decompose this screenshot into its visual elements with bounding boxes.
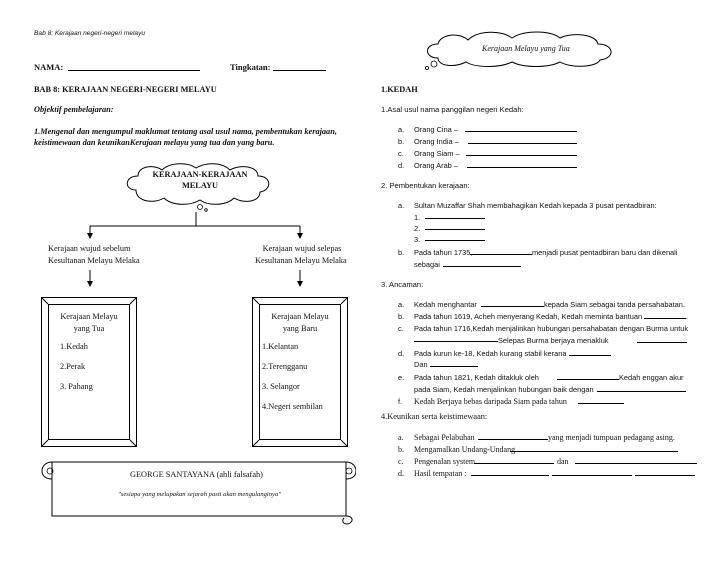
running-header: Bab 8: Kerajaan negeri-negeri melayu xyxy=(34,30,146,37)
formation-sub-item: 2. xyxy=(414,224,421,233)
formation-item-b-cont: menjadi pusat pentadbiran baru dan dikenali xyxy=(532,248,678,257)
box-new-item: 4.Negeri sembilan xyxy=(262,402,323,411)
threat-item-b-end: . xyxy=(686,312,689,321)
unique-answer-d3[interactable] xyxy=(635,470,695,476)
formation-answer-2[interactable] xyxy=(425,224,485,230)
box-new-item: 1.Kelantan xyxy=(262,342,299,351)
branch-left-line-2: Kesultanan Melayu Melaka xyxy=(48,256,140,265)
objective-text-line-1: 1.Mengenal dan mengumpul maklumat tentang asal usul nama, pembentukan kerajaan, xyxy=(34,127,337,136)
threat-answer-c1[interactable] xyxy=(414,336,498,342)
formation-answer-3[interactable] xyxy=(425,235,485,241)
threat-title: 3. Ancaman: xyxy=(381,280,424,289)
box-old-title-1: Kerajaan Melayu xyxy=(60,312,118,321)
formation-answer-1[interactable] xyxy=(425,213,485,219)
formation-sub-item: 3. xyxy=(414,235,421,244)
scroll-quote: "sesiapa yang melupakan sejarah pasti akan mengulanginya" xyxy=(118,491,282,498)
branch-right-line-2: Kesultanan Melayu Melaka xyxy=(255,256,347,265)
threat-answer-d2[interactable] xyxy=(430,361,478,367)
box-old-item: 2.Perak xyxy=(60,362,86,371)
threat-answer-e1[interactable] xyxy=(557,374,619,380)
chapter-title: BAB 8: KERAJAAN NEGERI-NEGERI MELAYU xyxy=(34,85,217,94)
objective-text-line-2: keistimewaan dan keunikanKerajaan melayu yang tua dan yang baru. xyxy=(34,138,275,147)
formation-answer-b2[interactable] xyxy=(443,261,521,267)
formation-item-b-cont: sebagai xyxy=(414,260,440,269)
box-new-item: 2.Terengganu xyxy=(262,362,308,371)
unique-item-a-cont: yang menjadi tumpuan pedagang asing. xyxy=(548,433,675,442)
branch-left-line-1: Kerajaan wujud sebelum xyxy=(48,244,131,253)
threat-answer-f[interactable] xyxy=(578,398,624,404)
box-old-item: 1.Kedah xyxy=(60,342,88,351)
objective-label: Objektif pembelajaran: xyxy=(34,105,114,114)
threat-answer-c2[interactable] xyxy=(637,337,687,343)
origin-title: 1.Asal usul nama panggilan negeri Kedah: xyxy=(381,105,524,114)
cloud-center-line-2: MELAYU xyxy=(181,181,219,190)
formation-sub-item: 1. xyxy=(414,213,421,222)
threat-item-e-cont: Kedah enggan akur xyxy=(619,373,684,382)
origin-answer-c[interactable] xyxy=(466,150,577,156)
formation-answer-b1[interactable] xyxy=(470,249,532,255)
unique-item-c-cont: dan xyxy=(557,457,569,466)
cloud-center-line-1: KERAJAAN-KERAJAAN xyxy=(152,170,248,179)
threat-item-a-cont: kepada Siam sebagai tanda persahabatan. xyxy=(544,300,685,309)
unique-answer-c2[interactable] xyxy=(575,458,697,464)
unique-answer-d1[interactable] xyxy=(471,470,549,476)
box-new-item: 3. Selangor xyxy=(262,382,300,391)
branch-right-line-1: Kerajaan wujud selepas xyxy=(262,244,342,253)
unique-answer-d2[interactable] xyxy=(552,470,632,476)
threat-answer-a[interactable] xyxy=(481,301,544,307)
unique-title: 4.Keunikan serta keistimewaan: xyxy=(381,412,488,421)
threat-item-e-cont: pada Siam, Kedah menjalinkan hubungan baik dengan xyxy=(414,385,594,394)
name-label: NAMA: xyxy=(34,62,64,72)
threat-item-d-cont: Dan xyxy=(414,360,428,369)
unique-answer-c1[interactable] xyxy=(474,458,554,464)
unique-answer-b[interactable] xyxy=(510,446,678,452)
scroll-author: GEORGE SANTAYANA (ahli falsafah) xyxy=(130,470,263,479)
origin-answer-d[interactable] xyxy=(467,162,577,168)
box-new-title-1: Kerajaan Melayu xyxy=(271,312,329,321)
threat-answer-b[interactable] xyxy=(644,312,689,321)
kedah-title: 1.KEDAH xyxy=(381,85,418,94)
box-new-title-2: yang Baru xyxy=(282,324,318,333)
origin-answer-b[interactable] xyxy=(468,138,577,144)
threat-answer-e2[interactable] xyxy=(597,386,686,392)
cloud-top-text: Kerajaan Melayu yang Tua xyxy=(482,44,570,53)
unique-answer-a[interactable] xyxy=(478,434,548,440)
threat-answer-d1[interactable] xyxy=(569,350,611,356)
box-old-title-2: yang Tua xyxy=(73,324,105,333)
box-old-item: 3. Pahang xyxy=(60,382,93,391)
threat-item-c-cont: Selepas Burma berjaya menakluk xyxy=(498,336,609,345)
origin-answer-a[interactable] xyxy=(465,126,577,132)
formation-title: 2. Pembentukan kerajaan: xyxy=(381,181,470,190)
level-label: Tingkatan: xyxy=(230,62,271,72)
